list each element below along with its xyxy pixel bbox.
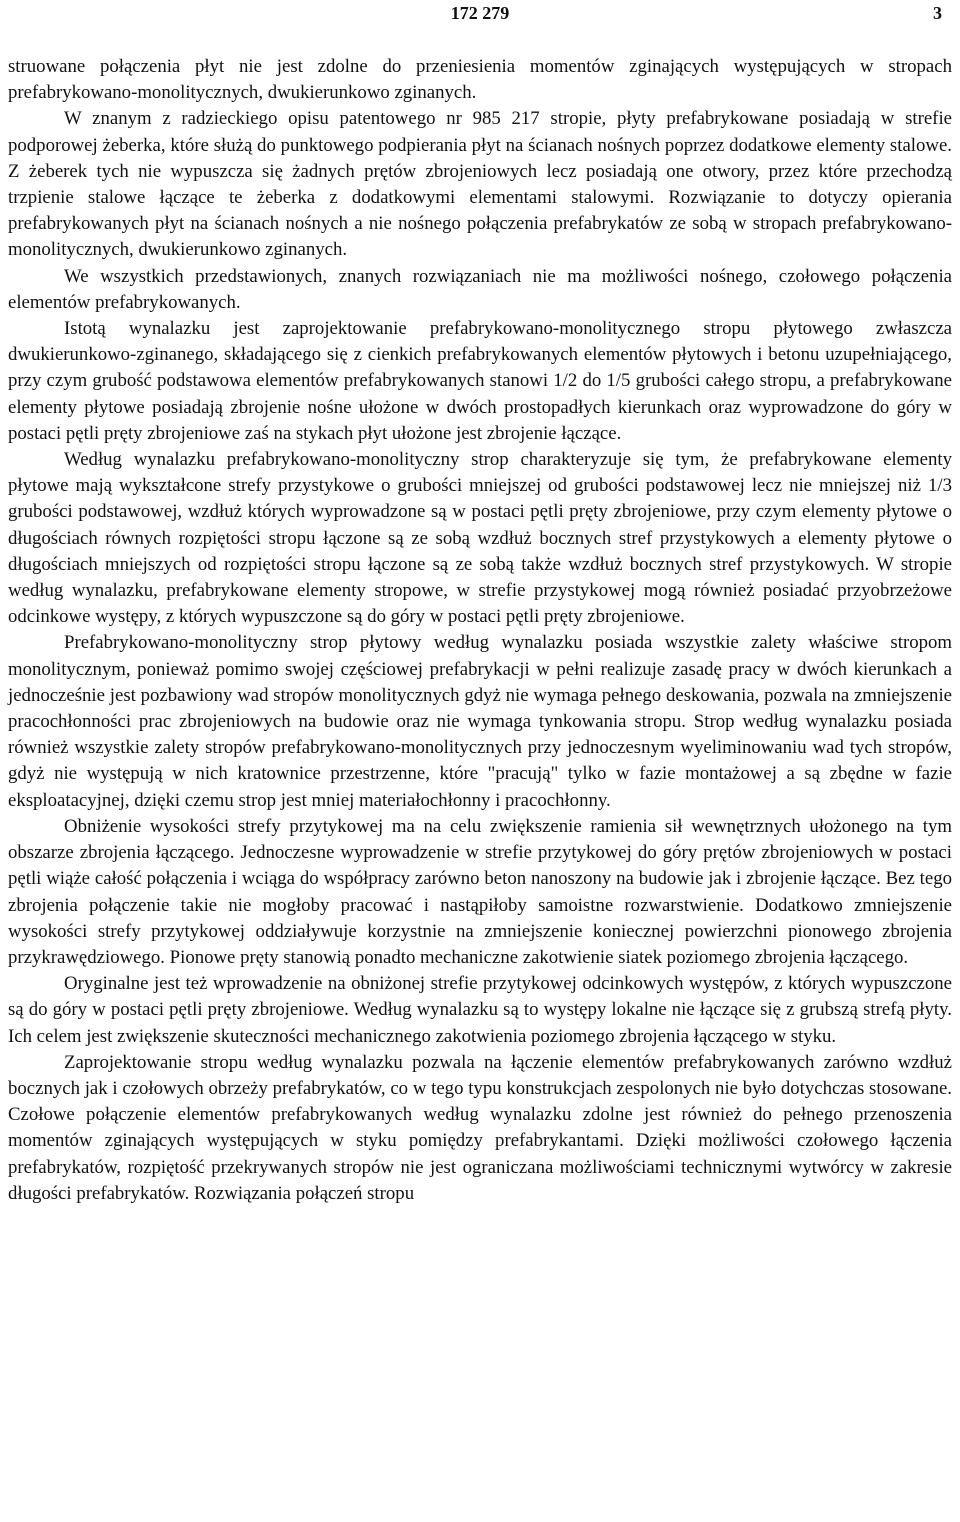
paragraph-9: Zaprojektowanie stropu według wynalazku pozwala na łączenie elementów prefabrykowanych zarówno wzdłuż bocznych jak i czołowych obrzeży prefabrykatów, co w tego typu konstrukcjach zespolonych nie było dotychczas stosowane. Czołowe połączenie elementów prefabrykowanych według wynalazku zdolne jest również do pełnego przenoszenia momentów zginających występujących w styku pomiędzy prefabrykantami. Dzięki możliwości czołowego łączenia prefabrykatów, rozpiętość przekrywanych stropów nie jest ograniczana możliwościami technicznymi wytwórcy w zakresie długości prefabrykatów. Rozwiązania połączeń stropu xyxy=(8,1051,952,1204)
paragraph-2: W znanym z radzieckiego opisu patentowego nr 985 217 stropie, płyty prefabrykowane posiadają w strefie podporowej żeberka, które służą do punktowego podpierania płyt na ścianach nośnych poprzez dodatkowe elementy stalowe. Z żeberek tych nie wypuszcza się żadnych prętów zbrojeniowych lecz posiadają one otwory, przez które przechodzą trzpienie stalowe łączące te żeberka z dodatkowymi elementami stalowymi. Rozwiązanie to dotyczy opierania prefabrykowanych płyt na ścianach nośnych a nie nośnego połączenia prefabrykatów ze sobą w stropach prefabrykowano-monolitycznych, dwukierunkowo zginanych. xyxy=(8,108,952,261)
paragraph-1: struowane połączenia płyt nie jest zdolne do przeniesienia momentów zginających występujących w stropach prefabrykowano-monolitycznych, dwukierunkowo zginanych. xyxy=(8,56,952,104)
paragraph-6: Prefabrykowano-monolityczny strop płytowy według wynalazku posiada wszystkie zalety właściwe stropom monolitycznym, ponieważ pomimo swojej częściowej prefabrykacji w pełni realizuje zasadę pracy w dwóch kierunkach a jednocześnie jest pozbawiony wad stropów monolitycznych gdyż nie wymaga pełnego deskowania, pozwala na zmniejszenie pracochłonności prac zbrojeniowych na budowie oraz nie wymaga tynkowania stropu. Strop według wynalazku posiada również wszystkie zalety stropów prefabrykowano-monolitycznych przy jednoczesnym wyeliminowaniu wad tych stropów, gdyż nie występują w nich kratownice przestrzenne, które "pracują" tylko w fazie montażowej a są zbędne w fazie eksploatacyjnej, dzięki czemu strop jest mniej materiałochłonny i pracochłonny. xyxy=(8,632,952,811)
paragraph-5: Według wynalazku prefabrykowano-monolityczny strop charakteryzuje się tym, że prefabrykowane elementy płytowe mają wykształcone strefy przystykowe o grubości mniejszej od grubości podstawowej lecz nie mniejszej niż 1/3 grubości podstawowej, wzdłuż których wyprowadzone są w postaci pętli pręty zbrojeniowe, przy czym elementy płytowe o długościach równych rozpiętości stropu łączone są ze sobą wzdłuż bocznych stref przystykowych a elementy płytowe o długościach mniejszych od rozpiętości stropu łączone są ze sobą także wzdłuż bocznych stref przystykowych. W stropie według wynalazku, prefabrykowane elementy stropowe, w strefie przystykowej mogą również posiadać przyobrzeżowe odcinkowe występy, z których wypuszczone są do góry w postaci pętli pręty zbrojeniowe. xyxy=(8,449,952,628)
paragraph-8: Oryginalne jest też wprowadzenie na obniżonej strefie przytykowej odcinkowych występów, z których wypuszczone są do góry w postaci pętli pręty zbrojeniowe. Według wynalazku są to występy lokalne nie łączące się z grubszą strefą płyty. Ich celem jest zwiększenie skuteczności mechanicznego zakotwienia poziomego zbrojenia łączącego w styku. xyxy=(8,973,952,1047)
paragraph-4: Istotą wynalazku jest zaprojektowanie prefabrykowano-monolitycznego stropu płytowego zwłaszcza dwukierunkowo-zginanego, składającego się z cienkich prefabrykowanych elementów płytowych i betonu uzupełniającego, przy czym grubość podstawowa elementów prefabrykowanych stanowi 1/2 do 1/5 grubości całego stropu, a prefabrykowane elementy płytowe posiadają zbrojenie nośne ułożone w dwóch prostopadłych kierunkach oraz wyprowadzone do góry w postaci pętli pręty zbrojeniowe zaś na stykach płyt ułożone jest zbrojenie łączące. xyxy=(8,318,952,444)
page-number: 3 xyxy=(933,3,942,23)
document-body xyxy=(8,54,952,1207)
page-header xyxy=(8,0,952,40)
paragraph-3: We wszystkich przedstawionych, znanych rozwiązaniach nie ma możliwości nośnego, czołowego połączenia elementów prefabrykowanych. xyxy=(8,265,952,313)
paragraph-7: Obniżenie wysokości strefy przytykowej ma na celu zwiększenie ramienia sił wewnętrznych ułożonego na tym obszarze zbrojenia łączącego. Jednoczesne wyprowadzenie w strefie przytykowej do góry prętów zbrojeniowych w postaci pętli wiąże całość połączenia i wciąga do współpracy zarówno beton nanoszony na budowie jak i zbrojenie łączące. Bez tego zbrojenia połączenie takie nie mogłoby pracować i nastąpiłoby samoistne rozwarstwienie. Dodatkowo zmniejszenie wysokości strefy przytykowej oddziaływuje korzystnie na zmniejszenie koniecznej powierzchni pionowego zbrojenia przykrawędziowego. Pionowe pręty stanowią ponadto mechaniczne zakotwienie siatek poziomego zbrojenia łączącego. xyxy=(8,815,952,968)
patent-number: 172 279 xyxy=(450,3,510,23)
